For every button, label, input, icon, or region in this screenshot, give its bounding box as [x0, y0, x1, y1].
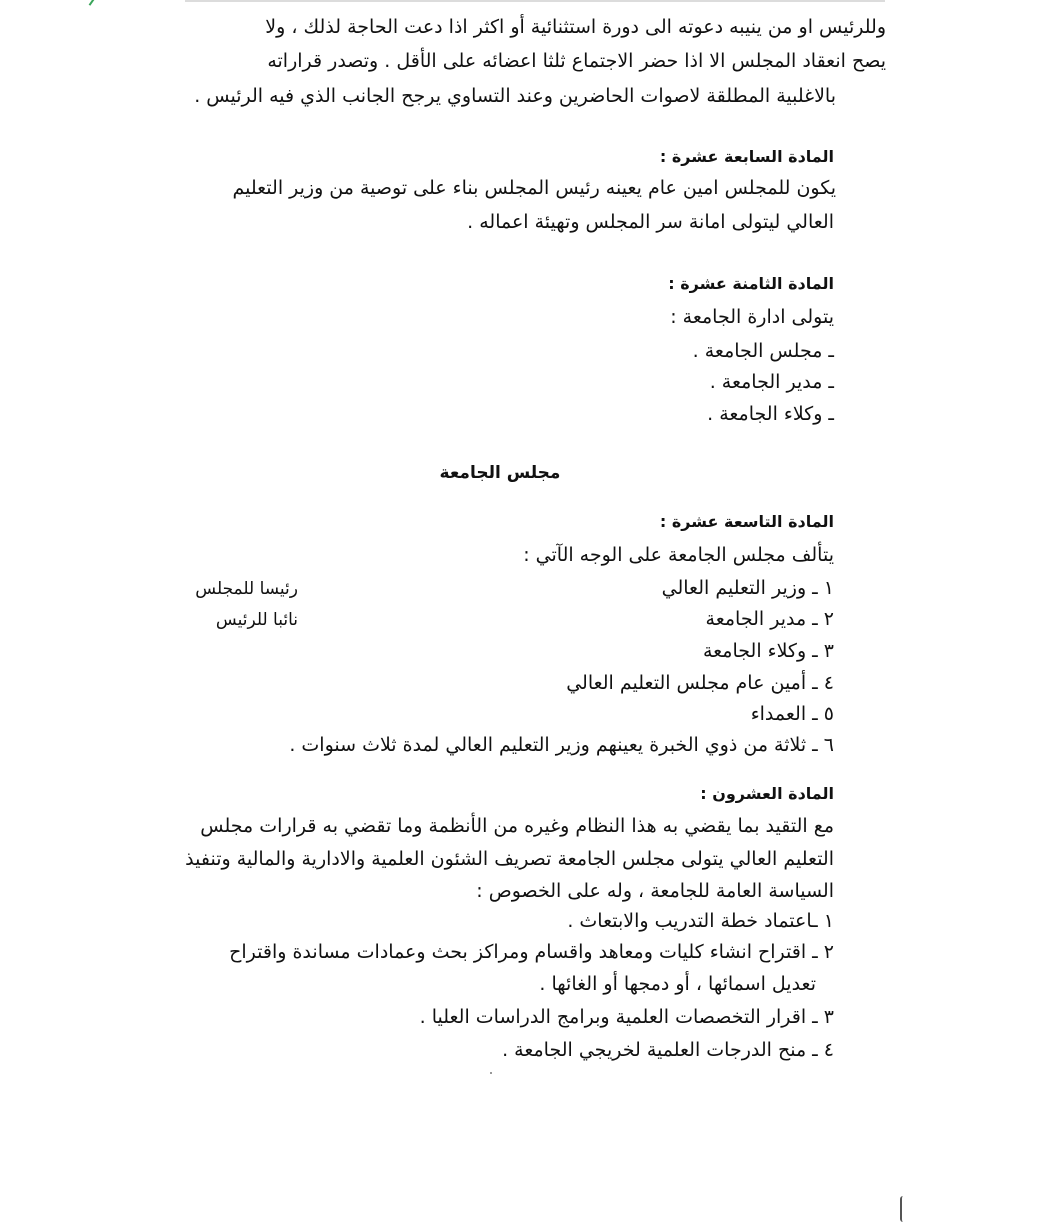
article-19-member-2-role: نائبا للرئيس	[215, 610, 298, 630]
article-20-item-4: ٤ ـ منح الدرجات العلمية لخريجي الجامعة .	[502, 1039, 834, 1061]
article-18-item-2: ـ مدير الجامعة .	[709, 371, 834, 393]
article-18-intro: يتولى ادارة الجامعة :	[670, 306, 834, 328]
article-19-member-2: ٢ ـ مدير الجامعة	[705, 608, 834, 630]
article-17-line-1: يكون للمجلس امين عام يعينه رئيس المجلس بناء على توصية من وزير التعليم	[232, 177, 836, 199]
article-20-line-2: التعليم العالي يتولى مجلس الجامعة تصريف الشئون العلمية والادارية والمالية وتنفيذ	[185, 848, 834, 870]
article-19-member-6: ٦ ـ ثلاثة من ذوي الخبرة يعينهم وزير التعليم العالي لمدة ثلاث سنوات .	[289, 734, 834, 756]
intro-line-3: بالاغلبية المطلقة لاصوات الحاضرين وعند التساوي يرجح الجانب الذي فيه الرئيس .	[194, 85, 836, 107]
article-17-line-2: العالي ليتولى امانة سر المجلس وتهيئة اعماله .	[467, 211, 834, 233]
article-18-heading: المادة الثامنة عشرة :	[668, 274, 834, 293]
page-edge-mark	[900, 1196, 908, 1222]
article-20-item-1: ١ ـاعتماد خطة التدريب والابتعاث .	[567, 910, 834, 932]
article-19-member-4: ٤ ـ أمين عام مجلس التعليم العالي	[566, 672, 834, 694]
scan-speck	[490, 1072, 492, 1074]
article-19-member-1: ١ ـ وزير التعليم العالي	[661, 577, 834, 599]
article-20-heading: المادة العشرون :	[700, 784, 834, 803]
article-18-item-1: ـ مجلس الجامعة .	[692, 340, 834, 362]
article-18-item-3: ـ وكلاء الجامعة .	[707, 403, 834, 425]
article-19-intro: يتألف مجلس الجامعة على الوجه الآتي :	[523, 544, 834, 566]
intro-line-1: وللرئيس او من ينيبه دعوته الى دورة استثنائية أو اكثر اذا دعت الحاجة لذلك ، ولا	[265, 16, 886, 38]
article-20-item-2: ٢ ـ اقتراح انشاء كليات ومعاهد واقسام ومراكز بحث وعمادات مساندة واقتراح	[229, 941, 834, 963]
intro-line-2: يصح انعقاد المجلس الا اذا حضر الاجتماع ثلثا اعضائه على الأقل . وتصدر قراراته	[267, 50, 886, 72]
corner-tick-mark	[89, 0, 116, 16]
article-20-item-3: ٣ ـ اقرار التخصصات العلمية وبرامج الدراسات العليا .	[419, 1006, 834, 1028]
article-20-item-2-continued: تعديل اسمائها ، أو دمجها أو الغائها .	[539, 973, 816, 995]
article-20-line-3: السياسة العامة للجامعة ، وله على الخصوص :	[476, 880, 834, 902]
article-19-heading: المادة التاسعة عشرة :	[659, 512, 834, 531]
article-19-member-1-role: رئيسا للمجلس	[195, 579, 298, 599]
article-20-line-1: مع التقيد بما يقضي به هذا النظام وغيره من الأنظمة وما تقضي به قرارات مجلس	[200, 815, 834, 837]
article-17-heading: المادة السابعة عشرة :	[659, 147, 834, 166]
top-scan-edge	[185, 0, 885, 2]
article-19-member-3: ٣ ـ وكلاء الجامعة	[702, 640, 834, 662]
section-title: مجلس الجامعة	[439, 463, 561, 483]
article-19-member-5: ٥ ـ العمداء	[750, 703, 834, 725]
